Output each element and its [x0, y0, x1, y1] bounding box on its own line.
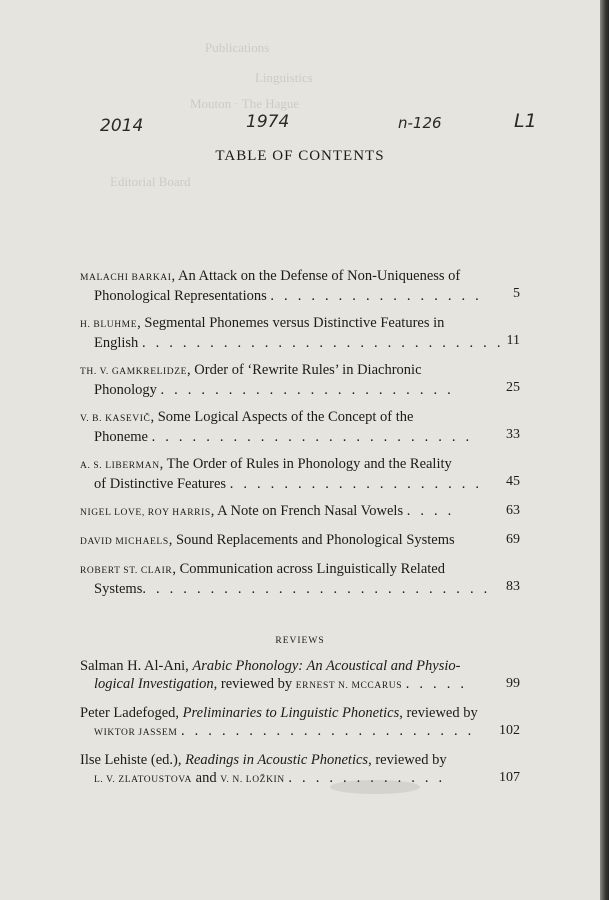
review-title: Readings in Acoustic Phonetics	[185, 752, 369, 768]
entry-title-cont: Systems	[94, 581, 143, 597]
reviewer: ERNEST N. MCCARUS	[295, 681, 403, 691]
entry-page: 45	[506, 474, 520, 489]
entry-title: The Order of Rules in Phonology and the Reality	[166, 456, 452, 472]
handwritten-note-4: L1	[514, 110, 537, 132]
entry-title-cont: Phonology	[94, 382, 157, 398]
review-title-cont: logical Investigation	[94, 676, 214, 692]
leader-dots: . . . . . . . . . . . . . . . . . . . . . . . . . . .	[141, 335, 504, 351]
handwritten-note-2: 1974	[246, 112, 290, 132]
entry-author: H. BLUHME	[80, 320, 138, 330]
contents-list	[80, 267, 520, 596]
entry-page: 5	[513, 286, 520, 301]
entry-title: An Attack on the Defense of Non-Uniqueness of	[177, 268, 461, 284]
entry-title-cont: English	[94, 335, 139, 351]
reviewer: L. V. ZLATOUSTOVA	[94, 775, 193, 785]
entry-title-cont: Phonological Representations	[94, 288, 267, 304]
reviewed-by-label: reviewed by	[406, 705, 478, 721]
bleed-through-text: Linguistics	[255, 70, 313, 85]
entry-author: ROBERT ST. CLAIR	[80, 566, 173, 576]
entry-page: 99	[506, 676, 520, 691]
entry-title-cont: Phoneme	[94, 429, 148, 445]
entry-author: V. B. KASEVIČ	[80, 414, 151, 424]
entry-page: 63	[506, 503, 520, 518]
review-author: Peter Ladefoged	[80, 705, 176, 721]
review-title: Preliminaries to Linguistic Phonetics	[182, 705, 400, 721]
reviews-list	[80, 657, 520, 787]
handwritten-note-1: 2014	[100, 116, 144, 136]
leader-dots: . . . .	[406, 503, 455, 519]
entry-page: 33	[506, 427, 520, 442]
leader-dots: . . . . . . . . . . . . . . . .	[270, 288, 482, 304]
bleed-through-text: Mouton · The Hague	[190, 96, 300, 111]
review-entry: Salman H. Al-Ani, Arabic Phonology: An Acoustical and Physio- logical Investigation, reviewed by ERNEST N. MCCARUS . . . . . 99	[80, 658, 520, 692]
entry-author: NIGEL LOVE, ROY HARRIS	[80, 508, 211, 518]
pencil-smudge	[330, 780, 420, 794]
entry-author: A. S. LIBERMAN	[80, 461, 160, 471]
toc-entry: V. B. KASEVIČ, Some Logical Aspects of the Concept of the Phoneme . . . . . . . . . . . . . . . . . . . . . . . . 33	[80, 409, 520, 445]
entry-page: 69	[506, 532, 520, 547]
page-title: TABLE OF CONTENTS	[215, 148, 385, 164]
review-entry: Ilse Lehiste (ed.), Readings in Acoustic Phonetics, reviewed by L. V. ZLATOUSTOVA and V. N. LOŽKIN . . . . . . . . . . . . 107	[80, 752, 520, 786]
toc-entry: ROBERT ST. CLAIR, Communication across Linguistically Related Systems. . . . . . . . . . . . . . . . . . . . . . . . . . 83	[80, 561, 520, 597]
entry-author: DAVID MICHAELS	[80, 537, 169, 547]
reviewer-2: V. N. LOŽKIN	[220, 775, 285, 785]
page-edge-shadow	[600, 0, 609, 900]
entry-title: Segmental Phonemes versus Distinctive Features in	[144, 315, 445, 331]
entry-author: TH. V. GAMKRELIDZE	[80, 367, 188, 377]
leader-dots: . . . . .	[405, 676, 468, 692]
entry-author: MALACHI BARKAI	[80, 273, 172, 283]
entry-page: 11	[506, 333, 520, 348]
leader-dots: . . . . . . . . . . . . . . . . . . . . . .	[181, 723, 475, 739]
reviews-heading: REVIEWS	[275, 636, 325, 646]
toc-entry: DAVID MICHAELS, Sound Replacements and Phonological Systems 69	[80, 532, 520, 548]
leader-dots: . . . . . . . . . . . . . . . . . . . . . .	[160, 382, 454, 398]
review-title: Arabic Phonology: An Acoustical and Physio-	[192, 658, 461, 674]
entry-page: 107	[499, 770, 520, 785]
toc-entry: NIGEL LOVE, ROY HARRIS, A Note on French Nasal Vowels . . . . 63	[80, 503, 520, 519]
reviewer: WIKTOR JASSEM	[94, 728, 178, 738]
reviewed-by-label: reviewed by	[375, 752, 447, 768]
review-author: Salman H. Al-Ani	[80, 658, 186, 674]
and-conjunction: and	[195, 770, 217, 786]
toc-entry: TH. V. GAMKRELIDZE, Order of ‘Rewrite Rules’ in Diachronic Phonology . . . . . . . . . . . . . . . . . . . . . . 25	[80, 362, 520, 398]
entry-title: A Note on French Nasal Vowels	[217, 503, 404, 519]
leader-dots: . . . . . . . . . . . .	[288, 770, 446, 786]
toc-entry: H. BLUHME, Segmental Phonemes versus Distinctive Features in English . . . . . . . . . . . . . . . . . . . . . . . . . . . 11	[80, 315, 520, 351]
entry-page: 102	[499, 723, 520, 738]
reviewed-by-label: reviewed by	[220, 676, 293, 692]
entry-title: Communication across Linguistically Related	[179, 561, 445, 577]
bleed-through-text: Publications	[205, 40, 270, 55]
entry-title: Order of ‘Rewrite Rules’ in Diachronic	[194, 362, 422, 378]
handwritten-note-3: n-126	[398, 114, 442, 132]
bleed-through-text: Editorial Board	[110, 174, 191, 189]
toc-entry: MALACHI BARKAI, An Attack on the Defense of Non-Uniqueness of Phonological Representations . . . . . . . . . . . . . . . . 5	[80, 268, 520, 304]
entry-title: Some Logical Aspects of the Concept of the	[157, 409, 414, 425]
entry-page: 83	[506, 579, 520, 594]
leader-dots: . . . . . . . . . . . . . . . . . . .	[229, 476, 483, 492]
entry-title: Sound Replacements and Phonological Systems	[175, 532, 455, 548]
entry-page: 25	[506, 380, 520, 395]
entry-title-cont: of Distinctive Features	[94, 476, 227, 492]
review-author: Ilse Lehiste (ed.)	[80, 752, 178, 768]
leader-dots: . . . . . . . . . . . . . . . . . . . . . . . .	[151, 429, 473, 445]
review-entry: Peter Ladefoged, Preliminaries to Linguistic Phonetics, reviewed by WIKTOR JASSEM . . . . . . . . . . . . . . . . . . . . . . 102	[80, 705, 520, 739]
leader-dots: . . . . . . . . . . . . . . . . . . . . . . . . . .	[142, 581, 491, 597]
toc-entry: A. S. LIBERMAN, The Order of Rules in Phonology and the Reality of Distinctive Features . . . . . . . . . . . . . . . . . . . 45	[80, 456, 520, 492]
